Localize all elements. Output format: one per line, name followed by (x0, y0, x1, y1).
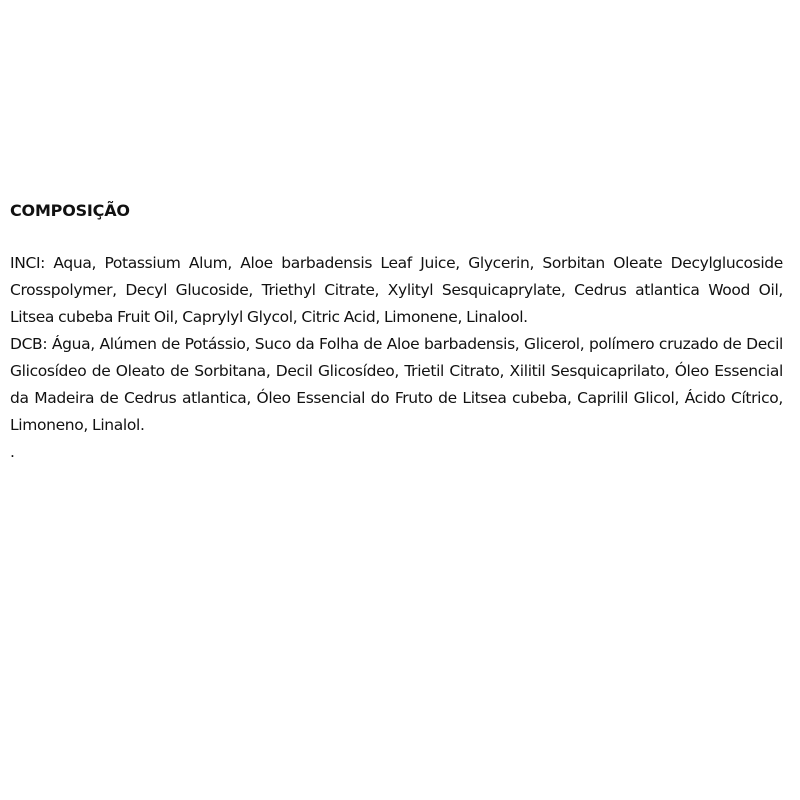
inci-ingredients: INCI: Aqua, Potassium Alum, Aloe barbadensis Leaf Juice, Glycerin, Sorbitan Oleate Decylglucoside Crosspolymer, Decyl Glucoside, Triethyl Citrate, Xylityl Sesquicaprylate, Cedrus atlantica Wood Oil, Litsea cubeba Fruit Oil, Caprylyl Glycol, Citric Acid, Limonene, Linalool. (10, 254, 783, 326)
composition-document (10, 198, 783, 466)
dcb-ingredients: DCB: Água, Alúmen de Potássio, Suco da Folha de Aloe barbadensis, Glicerol, polímero cruzado de Decil Glicosídeo de Oleato de Sorbitana, Decil Glicosídeo, Trietil Citrato, Xilitil Sesquicaprilato, Óleo Essencial da Madeira de Cedrus atlantica, Óleo Essencial do Fruto de Litsea cubeba, Caprilil Glicol, Ácido Cítrico, Limoneno, Linalol. (10, 335, 783, 434)
trailing-dot: . (10, 443, 15, 461)
composition-heading: COMPOSIÇÃO (10, 201, 130, 220)
